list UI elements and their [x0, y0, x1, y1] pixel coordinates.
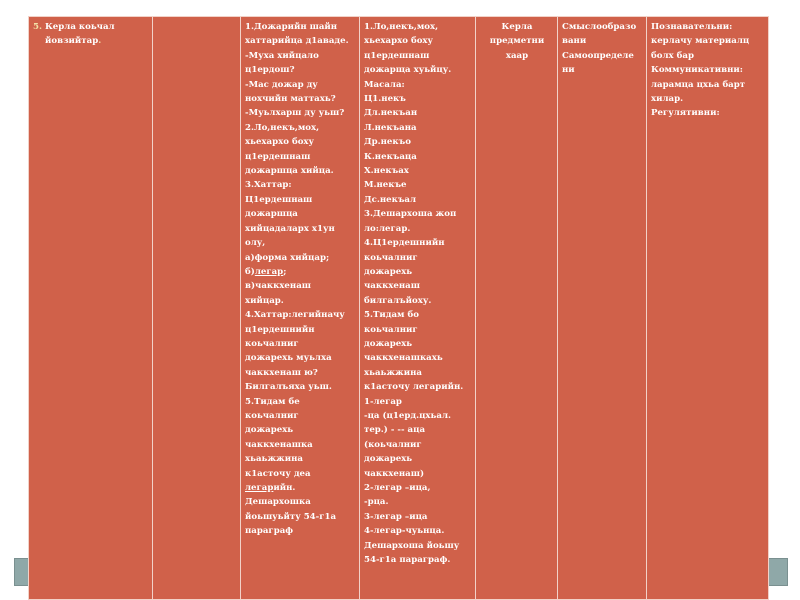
text-line: дожарехь муьлха [245, 353, 332, 364]
text-line: ц1ердош? [245, 65, 295, 76]
text-line: хьаьжжина [245, 454, 303, 465]
text-line: 4.Хаттар:легийначу [245, 310, 345, 321]
text-line: чаккхенашка [245, 439, 313, 450]
text-line: дожаршца хийца. [245, 166, 334, 177]
text-line: болх бар [651, 50, 694, 61]
title-line-2: йовзийтар. [45, 36, 102, 47]
text-line: Познавательни: [651, 22, 733, 32]
text-line: дожарехь [364, 338, 413, 349]
subject-result-cell [476, 17, 558, 600]
text-line: Самоопределе [562, 50, 634, 61]
text-line: хаттарийца д1аваде. [245, 36, 349, 47]
text-line: чаккхенаш [364, 281, 420, 292]
text-line: чаккхенаш) [364, 468, 425, 479]
text-line: билгалъйоху. [364, 295, 432, 306]
text-line: коьчалниг [364, 324, 418, 335]
text-line: Керла [501, 22, 533, 32]
text-line: М.некъе [364, 180, 407, 191]
text-line: 5.Тидам бе [245, 396, 300, 407]
text-line: чаккхенашкахь [364, 353, 443, 364]
text-line: 3.Хаттар: [245, 180, 292, 191]
text-line: -Муьлхарш ду уьш? [245, 108, 345, 119]
text-line: Ц1ердешнаш [245, 194, 313, 205]
text-line: керлачу материалц [651, 36, 750, 47]
text-line: дожарехь [364, 266, 413, 277]
text-line: (коьчалниг [364, 439, 422, 450]
text-line: 3.Дешархоша жоп [364, 209, 457, 220]
text-line: Дс.некъал [364, 194, 417, 205]
teacher-activity-cell [241, 17, 360, 600]
text-line: 3-легар –ица [364, 511, 428, 522]
text-line: коьчалниг [245, 338, 299, 349]
text-line: 2.Ло,некъ,мох, [245, 122, 320, 133]
text-line: Дешархоша йоьшу [364, 540, 460, 551]
text-line: -рца. [364, 497, 389, 508]
text-line: К.некъаца [364, 151, 417, 162]
text-line: дожаршца [245, 209, 298, 220]
empty-cell [153, 17, 241, 600]
text-line: к1асточу легарийн. [364, 382, 464, 393]
text-line: дожарехь [364, 454, 413, 465]
text-line: Коммуникативни: [651, 65, 743, 76]
lesson-table [28, 16, 769, 600]
text-line: 1-легар [364, 396, 402, 407]
text-line: -Муха хийцало [245, 50, 319, 61]
footer-bar-right [766, 558, 788, 586]
text-line: легарийн. [245, 483, 296, 493]
table-row [29, 17, 769, 600]
text-line: б)легар; [245, 266, 287, 277]
text-line: 4.Ц1ердешнийн [364, 238, 445, 249]
text-line: -Мас дожар ду [245, 79, 318, 90]
lesson-step-title [29, 17, 153, 600]
text-line: ц1ердешнийн [245, 324, 315, 335]
text-line: дожарща хуьйцу. [364, 65, 452, 76]
text-line: Др.некъо [364, 137, 411, 148]
text-line: вани [562, 36, 587, 47]
text-line: хьехархо боху [245, 137, 315, 148]
text-line: Билгалъяха уьш. [245, 382, 332, 393]
title-line-1: 5. Керла коьчал [33, 22, 115, 32]
text-line: олу, [245, 238, 266, 249]
text-line: Смыслообразо [562, 22, 637, 32]
text-line: хьехархо боху [364, 36, 434, 47]
text-line: хьаьжжина [364, 367, 422, 378]
text-line: коьчалниг [245, 410, 299, 421]
text-line: ц1ердешнаш [245, 151, 311, 162]
text-line: ни [562, 65, 575, 76]
text-line: -ца (ц1ерд.цхьал. [364, 410, 451, 421]
text-line: в)чаккхенаш [245, 281, 311, 292]
text-line: 2-легар –ица, [364, 483, 431, 493]
text-line: ц1ердешнаш [364, 50, 430, 61]
text-line: чаккхенаш ю? [245, 367, 318, 378]
text-line: Дешархошка [245, 497, 311, 508]
text-line: ларамца цхьа барт [651, 79, 746, 90]
text-line: тер.) - -- аца [364, 425, 426, 436]
text-line: Х.некъах [364, 166, 409, 177]
text-line: хийцар. [245, 295, 284, 306]
text-line: Регулятивни: [651, 108, 720, 119]
text-line: йоьшуьйту 54-г1а [245, 511, 337, 522]
text-line: 5.Тидам бо [364, 310, 419, 321]
text-line: 54-г1а параграф. [364, 555, 451, 566]
text-line: нохчийн маттахь? [245, 94, 336, 105]
text-line: 1.Ло,некъ,мох, [364, 22, 439, 32]
text-line: Дл.некъан [364, 108, 418, 119]
text-line: к1асточу деа [245, 468, 311, 479]
text-line: хилар. [651, 94, 684, 105]
text-line: Ц1.некъ [364, 94, 406, 105]
text-line: Л.некъана [364, 122, 417, 133]
step-number: 5. [33, 22, 42, 32]
text-line: дожарехь [245, 425, 294, 436]
uud-cell [647, 17, 769, 600]
text-line: хаар [505, 50, 529, 61]
text-line: а)форма хийцар; [245, 252, 330, 263]
text-line: ло:легар. [364, 223, 411, 234]
text-line: предметни [489, 36, 545, 47]
text-line: 1.Дожарийн шайн [245, 22, 338, 32]
text-line: Масала: [364, 79, 405, 90]
text-line: хийцадаларх х1ун [245, 223, 335, 234]
text-line: коьчалниг [364, 252, 418, 263]
text-line: 4-легар-чуьнца. [364, 526, 445, 537]
student-activity-cell [360, 17, 476, 600]
text-line: параграф [245, 526, 294, 537]
personal-result-cell [558, 17, 647, 600]
